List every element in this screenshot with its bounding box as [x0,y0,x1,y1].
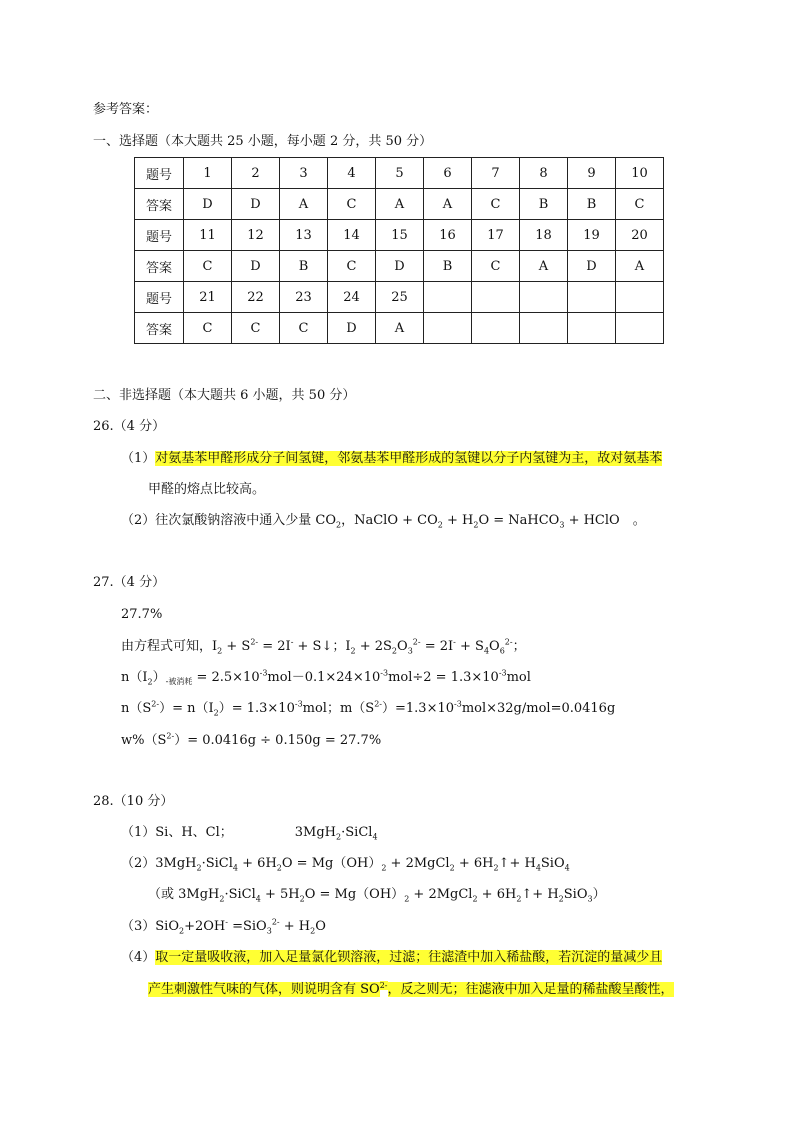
text: + 6H [238,856,277,871]
sup: 2- [151,699,160,709]
text: （3）SiO [121,919,179,934]
table-cell: A [424,189,472,220]
table-cell [424,282,472,313]
q26-part1-highlight: 对氨基苯甲醛形成分子间氢键，邻氨基苯甲醛形成的氢键以分子内氢键为主， [155,451,598,466]
sub: 2 [391,646,398,656]
table-cell: B [568,189,616,220]
row-header-cell: 答案 [135,313,184,344]
text: ）=1.3×10 [382,701,455,716]
table-cell [568,282,616,313]
table-cell: 23 [280,282,328,313]
row-header-cell: 答案 [135,251,184,282]
table-cell: D [328,313,376,344]
table-cell: C [328,251,376,282]
sup: - [290,637,294,647]
text: = 2I [258,639,291,654]
table-cell: B [280,251,328,282]
text: mol [506,670,531,685]
table-cell: 3 [280,158,328,189]
text: SiO [540,856,565,871]
table-cell: D [376,251,424,282]
text: mol×32g/mol=0.0416g [461,701,616,716]
q27-line4 [121,731,381,751]
sub: 2 [310,926,316,936]
sub: 3 [559,520,565,530]
sup: -3 [454,699,462,709]
table-cell: 2 [232,158,280,189]
table-cell: 12 [232,220,280,251]
sub: 2 [381,863,387,873]
q28-part4 [121,948,662,968]
text: （4） [121,950,156,965]
text: ）= 1.3×10 [218,701,295,716]
table-cell: 5 [376,158,424,189]
sup: -3 [294,699,303,709]
table-cell: A [616,251,664,282]
table-cell: D [568,251,616,282]
sup: 2- [166,731,175,741]
sub: 2 [217,646,223,656]
sub: 2 [179,926,185,936]
q27-line2 [121,668,531,689]
sub: 2 [196,863,202,873]
text: = 2I [420,639,454,654]
text: ）= n（I [159,701,214,716]
sup: 2- [379,980,388,990]
sup: 2- [504,637,513,647]
sub: 2 [558,894,564,904]
text: =SiO [227,919,267,934]
sub: 2 [336,832,342,842]
sub: 6 [499,646,505,656]
row-header-cell: 题号 [135,158,184,189]
q28-title: 28.（10 分） [93,794,174,809]
q26-part2-text: （2）往次氯酸钠溶液中通入少量 CO [121,513,337,528]
q26-part1-prefix: （1） [121,451,156,466]
text: （1）Si、H、Cl； [121,825,233,840]
text: ） [152,670,166,685]
table-cell: A [520,251,568,282]
text: ·SiCl [341,825,373,840]
row-header-cell: 题号 [135,220,184,251]
q26-part2 [121,511,646,531]
table-cell [424,313,472,344]
section2-title: 二、非选择题（本大题共 6 小题，共 50 分） [93,388,356,403]
q28-part2-alt [148,885,606,905]
text: mol－0.1×24×10 [267,670,381,685]
table-cell: C [280,313,328,344]
sup: - [453,637,456,647]
sub: 2 [473,520,479,530]
sub: 2 [219,894,225,904]
q27-title: 27.（4 分） [93,575,166,590]
table-row [135,189,664,220]
subscript-label: -被消耗 [165,677,193,686]
table-cell: 7 [472,158,520,189]
text: ↑+ H [521,887,559,902]
text: ）= 0.0416g ÷ 0.150g = 27.7% [174,733,382,748]
table-cell: 19 [568,220,616,251]
table-cell: 6 [424,158,472,189]
table-cell: 8 [520,158,568,189]
table-cell [520,282,568,313]
text: 由方程式可知，I [121,639,218,654]
sub: 2 [350,646,356,656]
text: w%（S [121,733,167,748]
sub: 4 [483,646,490,656]
table-row [135,313,664,344]
sup: 2- [250,637,259,647]
table-cell: 16 [424,220,472,251]
q26-part1-cont: 甲醛的熔点比较高。 [148,482,266,497]
text: + H [279,919,311,934]
table-cell: C [184,251,232,282]
table-cell: C [472,251,520,282]
text: ·SiCl [224,887,256,902]
sub: 2 [147,677,153,687]
sub: 2 [213,708,219,718]
row-header-cell: 题号 [135,282,184,313]
text: + 6H [454,856,494,871]
sub: 2 [404,894,410,904]
section1-title: 一、选择题（本大题共 25 小题，每小题 2 分，共 50 分） [93,134,433,149]
table-cell: C [232,313,280,344]
q28-part4-highlight-cont: ，反之则无；往滤液中加入足量的稀盐酸呈酸性， [387,982,674,997]
table-cell: 17 [472,220,520,251]
q28-part1 [121,823,378,843]
text: （或 3MgH [148,887,220,902]
q26-eq: O = NaHCO [478,513,560,528]
table-cell: 15 [376,220,424,251]
sub: 2 [493,863,499,873]
text: O [315,919,326,934]
table-cell [616,282,664,313]
text: ·SiCl [201,856,233,871]
q27-line3 [121,699,615,719]
table-cell: B [520,189,568,220]
text: + 2MgCl [409,887,473,902]
table-cell: 11 [184,220,232,251]
table-cell: 1 [184,158,232,189]
table-row [135,251,664,282]
table-cell: D [232,251,280,282]
table-cell: C [328,189,376,220]
text: + 6H [477,887,517,902]
q27-answer: 27.7% [121,607,163,622]
sub: 2 [472,894,478,904]
sub: 2 [449,863,455,873]
text: （2）3MgH [121,856,197,871]
table-cell: C [616,189,664,220]
q28-part3 [121,917,326,937]
text: + 5H [260,887,300,902]
text: + S↓；I [293,639,351,654]
q28-part4-highlight: 取一定量吸收液，加入足量氯化钡溶液，过滤；往滤渣中加入稀盐酸，若沉淀的量减少且 [155,950,663,965]
q26-eq: + H [442,513,474,528]
sup: -3 [259,668,268,678]
text: O [489,639,500,654]
text: + S [222,639,251,654]
text: 3MgH [294,825,337,840]
sup: - [225,917,228,927]
table-cell: 24 [328,282,376,313]
text: O [397,639,408,654]
sub: 4 [535,863,541,873]
sub: 2 [516,894,522,904]
text: O = Mg（OH） [304,887,405,902]
sub: 2 [437,520,443,530]
q28-part4-cont [148,980,674,1000]
sup: 2- [374,699,382,709]
q28-part4-highlight-cont: 产生刺激性气味的气体，则说明含有 SO [148,982,380,997]
sup: 2- [412,637,421,647]
table-row [135,220,664,251]
sup: -3 [498,668,507,678]
table-row [135,282,664,313]
answer-table [134,157,664,344]
text: ↑+ H [498,856,536,871]
table-cell [616,313,664,344]
sub: 3 [407,646,413,656]
table-cell [568,313,616,344]
table-cell [472,313,520,344]
q27-line1 [121,637,526,657]
answer-header: 参考答案： [93,102,159,117]
text: + S [455,639,484,654]
table-cell: 18 [520,220,568,251]
sub: 2 [276,863,282,873]
text: mol÷2 = 1.3×10 [388,670,499,685]
text: = 2.5×10 [192,670,260,685]
table-cell: D [184,189,232,220]
table-cell: 20 [616,220,664,251]
table-cell: 14 [328,220,376,251]
table-cell: C [184,313,232,344]
sub: 3 [266,926,272,936]
q26-eq: ，NaClO + CO [341,513,438,528]
table-cell [520,313,568,344]
sub: 4 [564,863,570,873]
row-header-cell: 答案 [135,189,184,220]
table-cell: 9 [568,158,616,189]
table-cell: C [472,189,520,220]
sup: -3 [380,668,389,678]
table-cell: A [376,313,424,344]
sub: 2 [299,894,305,904]
text: + 2MgCl [386,856,450,871]
q26-title: 26.（4 分） [93,419,166,434]
text: O = Mg（OH） [281,856,382,871]
text: mol；m（S [302,701,375,716]
q26-eq: + HClO 。 [564,513,646,528]
text: n（I [121,670,148,685]
sub: 2 [336,520,342,530]
table-cell: 25 [376,282,424,313]
sup: 2- [271,917,280,927]
table-cell: B [424,251,472,282]
table-row [135,158,664,189]
table-cell: D [232,189,280,220]
table-cell: 13 [280,220,328,251]
sub: 4 [232,863,239,873]
sub: 4 [372,832,378,842]
table-cell [472,282,520,313]
table-cell: A [376,189,424,220]
text: SiO [563,887,588,902]
sub: 4 [255,894,261,904]
text: +2OH [184,919,226,934]
q26-part1-highlight-rest: 故对氨基苯 [597,451,663,466]
table-cell: 10 [616,158,664,189]
table-cell: 22 [232,282,280,313]
text: + 2S [355,639,392,654]
q26-part1 [121,449,662,469]
text: n（S [121,701,152,716]
sub: 3 [587,894,593,904]
table-cell: A [280,189,328,220]
q28-part2 [121,854,570,874]
text: ； [512,639,526,654]
table-cell: 4 [328,158,376,189]
table-cell: 21 [184,282,232,313]
text: ） [592,887,606,902]
